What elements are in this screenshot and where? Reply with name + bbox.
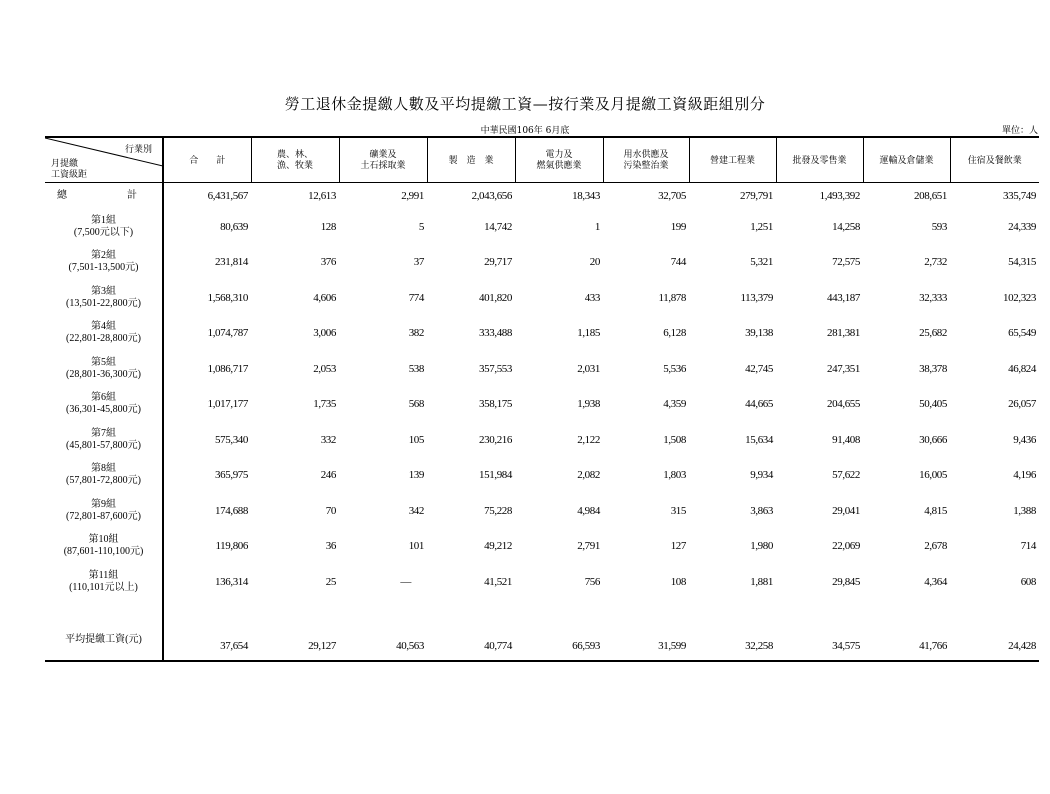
- table-cell: 70: [325, 504, 336, 517]
- column-header-text: 礦業及: [369, 149, 397, 159]
- row-label-text: (57,801-72,800元): [66, 475, 141, 487]
- table-cell: 1,185: [577, 327, 600, 340]
- table-cell: 12,613: [308, 190, 336, 202]
- report-title: 勞工退休金提繳人數及平均提繳工資—按行業及月提繳工資級距組別分: [284, 95, 766, 113]
- table-cell: 1,881: [750, 575, 773, 588]
- column-header-text: 製 造 業: [448, 154, 494, 165]
- table-cell: 246: [320, 469, 336, 482]
- table-cell: 14,742: [484, 220, 512, 233]
- table-cell: 39,138: [745, 327, 773, 340]
- table-cell: 16,005: [919, 469, 947, 482]
- table-cell: 281,381: [827, 327, 860, 340]
- table-cell: 1: [594, 220, 600, 233]
- column-header: [776, 137, 863, 183]
- table-cell: 714: [1020, 540, 1036, 553]
- table-row: [45, 422, 1039, 458]
- table-cell: 376: [320, 256, 336, 269]
- table-row: [45, 280, 1039, 316]
- table-cell: 4,815: [924, 504, 947, 517]
- column-header-text: 燃氣供應業: [536, 160, 582, 170]
- row-label: [45, 493, 163, 529]
- table-cell: 24,339: [1008, 220, 1036, 233]
- stub-group-label-1: 月提繳: [51, 158, 79, 168]
- table-cell: 1,735: [313, 398, 336, 411]
- table-cell: 357,553: [479, 362, 512, 375]
- row-label-text: 第2組: [91, 250, 116, 262]
- table-cell: 382: [408, 327, 424, 340]
- row-label: [45, 387, 163, 423]
- row-label-text: 第9組: [91, 498, 116, 510]
- table-cell: 113,379: [740, 291, 773, 304]
- table-cell: 2,043,656: [471, 190, 512, 202]
- row-label-text: (13,501-22,800元): [66, 297, 141, 309]
- table-cell: 1,251: [750, 220, 773, 233]
- stub-group-label-2: 工資級距: [51, 169, 88, 179]
- row-label-text: 第7組: [91, 427, 116, 439]
- row-label-text: (7,501-13,500元): [68, 262, 139, 274]
- table-cell: 72,575: [832, 256, 860, 269]
- column-header-text: 電力及: [545, 149, 573, 159]
- table-row: [45, 458, 1039, 494]
- table-cell: 3,863: [750, 504, 773, 517]
- table-row: [45, 316, 1039, 352]
- table-cell: 2,791: [577, 540, 600, 553]
- row-label: [45, 458, 163, 494]
- table-cell: 18,343: [572, 190, 600, 202]
- table-cell: 333,488: [479, 327, 512, 340]
- table-cell: 37: [413, 256, 424, 269]
- table-cell: 593: [931, 220, 947, 233]
- row-label: [45, 316, 163, 352]
- table-cell: 1,803: [663, 469, 686, 482]
- column-header-text: 用水供應及: [623, 149, 669, 159]
- row-label-text: (7,500元以下): [73, 226, 134, 238]
- table-row: [45, 245, 1039, 281]
- table-cell: 44,665: [745, 398, 773, 411]
- row-label-text: (72,801-87,600元): [66, 510, 141, 522]
- table-cell: 608: [1020, 575, 1036, 588]
- row-label: [45, 564, 163, 600]
- row-label: [45, 422, 163, 458]
- row-label: [45, 280, 163, 316]
- table-cell: 231,814: [215, 256, 248, 269]
- column-header-text: 合 計: [189, 154, 226, 165]
- table-cell: 22,069: [832, 540, 860, 553]
- table-cell: 9,934: [750, 469, 773, 482]
- table-cell: 1,086,717: [207, 362, 248, 375]
- table-cell: 279,791: [740, 190, 773, 202]
- table-cell: 9,436: [1013, 433, 1036, 446]
- table-cell: 34,575: [776, 600, 863, 661]
- column-header: [689, 137, 776, 183]
- table-cell: 40,563: [339, 600, 427, 661]
- table-cell: 2,053: [313, 362, 336, 375]
- table-cell: 25: [325, 575, 336, 588]
- table-cell: 80,639: [220, 220, 248, 233]
- table-cell: 3,006: [313, 327, 336, 340]
- table-cell: 2,082: [577, 469, 600, 482]
- table-cell: 139: [408, 469, 424, 482]
- table-cell: 2,991: [401, 190, 424, 202]
- table-row: [45, 209, 1039, 245]
- table-row: [45, 387, 1039, 423]
- table-cell: 108: [670, 575, 686, 588]
- row-label-text: (45,801-57,800元): [66, 439, 141, 451]
- table-cell: 4,359: [663, 398, 686, 411]
- table-cell: 4,984: [577, 504, 600, 517]
- column-header-text: 運輸及倉儲業: [879, 154, 934, 165]
- table-cell: 49,212: [484, 540, 512, 553]
- table-cell: 42,745: [745, 362, 773, 375]
- table-row: [45, 183, 1039, 210]
- table-cell: 1,938: [577, 398, 600, 411]
- row-label-text: 第8組: [91, 463, 116, 475]
- row-label: [45, 351, 163, 387]
- stub-industry-label: 行業別: [124, 144, 152, 154]
- row-label-text: 第4組: [91, 321, 116, 333]
- table-cell: 6,431,567: [207, 190, 248, 202]
- table-cell: 29,041: [832, 504, 860, 517]
- stub-header: [45, 137, 163, 183]
- table-cell: —: [400, 575, 411, 588]
- table-cell: 41,766: [863, 600, 950, 661]
- table-cell: 54,315: [1008, 256, 1036, 269]
- column-header-text: 住宿及餐飲業: [967, 154, 1022, 165]
- column-header-text: 農、林、: [276, 149, 313, 159]
- table-cell: 315: [670, 504, 686, 517]
- column-header: [427, 137, 515, 183]
- table-cell: 2,732: [924, 256, 947, 269]
- table-cell: 119,806: [215, 540, 248, 553]
- table-cell: 335,749: [1003, 190, 1036, 202]
- table-row: [45, 529, 1039, 565]
- table-cell: 14,258: [832, 220, 860, 233]
- table-cell: 66,593: [515, 600, 603, 661]
- table-cell: 29,845: [832, 575, 860, 588]
- table-cell: 30,666: [919, 433, 947, 446]
- table-cell: 1,017,177: [207, 398, 248, 411]
- row-label-text: 第5組: [91, 356, 116, 368]
- column-header-text: 污染整治業: [623, 160, 669, 170]
- data-table: [45, 136, 1039, 662]
- column-header: [339, 137, 427, 183]
- table-cell: 65,549: [1008, 327, 1036, 340]
- table-cell: 25,682: [919, 327, 947, 340]
- row-label: [45, 183, 163, 210]
- table-cell: 40,774: [427, 600, 515, 661]
- table-cell: 538: [408, 362, 424, 375]
- table-cell: 50,405: [919, 398, 947, 411]
- column-header-text: 營建工程業: [709, 154, 755, 165]
- table-cell: 1,388: [1013, 504, 1036, 517]
- table-cell: 443,187: [827, 291, 860, 304]
- row-label-text: 總 計: [57, 190, 137, 201]
- row-label-text: 第6組: [91, 392, 116, 404]
- table-cell: 36: [325, 540, 336, 553]
- row-label: [45, 209, 163, 245]
- column-header-text: 土石採取業: [360, 160, 406, 170]
- row-label-text: (87,601-110,100元): [63, 546, 144, 558]
- table-cell: 4,196: [1013, 469, 1036, 482]
- row-label-text: 第10組: [88, 534, 119, 546]
- table-row: [45, 351, 1039, 387]
- table-cell: 5,321: [750, 256, 773, 269]
- table-cell: 75,228: [484, 504, 512, 517]
- table-cell: 15,634: [745, 433, 773, 446]
- table-cell: 20: [589, 256, 600, 269]
- table-cell: 151,984: [479, 469, 512, 482]
- table-cell: 6,128: [663, 327, 686, 340]
- table-cell: 332: [320, 433, 336, 446]
- table-row: [45, 564, 1039, 600]
- table-cell: 365,975: [215, 469, 248, 482]
- table-cell: 744: [670, 256, 686, 269]
- table-cell: 1,508: [663, 433, 686, 446]
- table-cell: 11,878: [658, 291, 686, 304]
- table-cell: 247,351: [827, 362, 860, 375]
- table-cell: 1,493,392: [819, 190, 860, 202]
- column-header: [603, 137, 689, 183]
- table-cell: 37,654: [163, 600, 251, 661]
- row-label: [45, 245, 163, 281]
- row-label-text: 第11組: [88, 569, 119, 581]
- table-cell: 1,568,310: [207, 291, 248, 304]
- unit-label: 單位：人: [1001, 126, 1038, 136]
- column-header: [515, 137, 603, 183]
- table-cell: 358,175: [479, 398, 512, 411]
- row-label-text: (22,801-28,800元): [66, 333, 141, 345]
- row-label: [45, 529, 163, 565]
- column-header: [251, 137, 339, 183]
- header-row: [45, 137, 1039, 183]
- table-cell: 4,606: [313, 291, 336, 304]
- row-label: [45, 600, 163, 661]
- table-body: [45, 183, 1039, 661]
- table-cell: 105: [408, 433, 424, 446]
- table-cell: 401,820: [479, 291, 512, 304]
- table-cell: 1,980: [750, 540, 773, 553]
- table-cell: 24,428: [950, 600, 1039, 661]
- table-cell: 2,031: [577, 362, 600, 375]
- table-cell: 5,536: [663, 362, 686, 375]
- table-cell: 128: [320, 220, 336, 233]
- table-cell: 57,622: [832, 469, 860, 482]
- table-cell: 29,717: [484, 256, 512, 269]
- table-cell: 2,122: [577, 433, 600, 446]
- table-cell: 208,651: [914, 190, 947, 202]
- table-cell: 31,599: [603, 600, 689, 661]
- table-cell: 91,408: [832, 433, 860, 446]
- table-cell: 575,340: [215, 433, 248, 446]
- table-cell: 1,074,787: [207, 327, 248, 340]
- column-header: [863, 137, 950, 183]
- table-cell: 756: [584, 575, 600, 588]
- table-cell: 32,705: [658, 190, 686, 202]
- table-cell: 230,216: [479, 433, 512, 446]
- column-header: [950, 137, 1039, 183]
- table-cell: 433: [584, 291, 600, 304]
- table-cell: 342: [408, 504, 424, 517]
- table-cell: 101: [408, 540, 424, 553]
- table-cell: 102,323: [1003, 291, 1036, 304]
- table-cell: 4,364: [924, 575, 947, 588]
- table-cell: 127: [670, 540, 686, 553]
- table-cell: 2,678: [924, 540, 947, 553]
- column-header-text: 漁、牧業: [276, 160, 313, 170]
- table-cell: 174,688: [215, 504, 248, 517]
- row-label-text: (110,101元以上): [69, 581, 138, 593]
- table-row: [45, 493, 1039, 529]
- row-label-text: 第3組: [91, 285, 116, 297]
- table-cell: 204,655: [827, 398, 860, 411]
- report-date: 中華民國106年 6月底: [480, 126, 570, 136]
- table-cell: 5: [418, 220, 424, 233]
- table-cell: 199: [670, 220, 686, 233]
- column-header-text: 批發及零售業: [792, 154, 847, 165]
- table-cell: 26,057: [1008, 398, 1036, 411]
- row-label-text: (36,301-45,800元): [66, 404, 141, 416]
- row-label-text: 平均提繳工資(元): [65, 633, 142, 645]
- table-cell: 46,824: [1008, 362, 1036, 375]
- table-cell: 774: [408, 291, 424, 304]
- table-cell: 29,127: [251, 600, 339, 661]
- table-cell: 568: [408, 398, 424, 411]
- table-cell: 136,314: [215, 575, 248, 588]
- table-cell: 32,258: [689, 600, 776, 661]
- table-cell: 32,333: [919, 291, 947, 304]
- table-cell: 38,378: [919, 362, 947, 375]
- row-label-text: 第1組: [91, 214, 116, 226]
- table-row: [45, 600, 1039, 661]
- column-header: [163, 137, 251, 183]
- table-cell: 41,521: [484, 575, 512, 588]
- row-label-text: (28,801-36,300元): [66, 368, 141, 380]
